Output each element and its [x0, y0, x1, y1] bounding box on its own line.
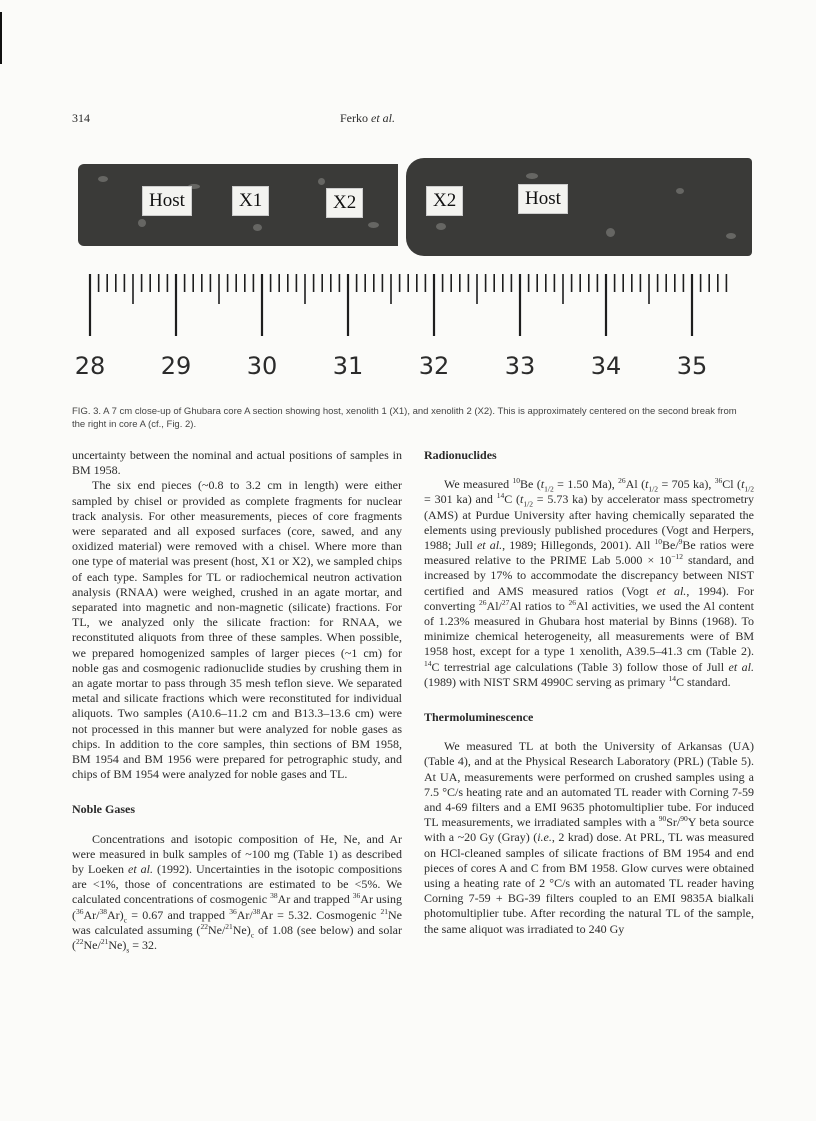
core-photo: [76, 158, 754, 258]
right-column: [424, 448, 754, 937]
ruler-number: 35: [676, 352, 708, 380]
scale-ruler: [80, 270, 756, 340]
label-host-right: Host: [518, 184, 568, 214]
ruler-ticks: [80, 270, 756, 350]
paragraph-thermoluminescence: We measured TL at both the University of Arkansas (UA) (Table 4), and at the Physical Research Laboratory (PRL) (Table 5). At UA, measurements were performed on crushed samples using a 7.5 °C/s heating rate and an automated TL reader with Corning 7-59 and 4-69 filters and a EMI 9635 photomultiplier tube. For induced TL measurements, we irradiated samples with a $^{90}$Sr/$^{90}$Y beta source with a ~20 Gy (Gray) (i.e., 2 krad) dose. At PRL, TL was measured on HCl-cleaned samples of silicate fractions of BM 1954 and end pieces of cores A and C from BM 1958. Glow curves were obtained using a heating rate of 2 °C/s with an automated TL reader having Corning 7-59 + BG-39 filters coupled to an EMI 9835A bialkali photomultiplier tube. After recording the natural TL of the sample, the same aliquot was irradiated to 240 Gy: [424, 739, 754, 936]
label-x1: X1: [232, 186, 269, 216]
running-header: [340, 111, 395, 126]
paragraph-radionuclides: We measured $^{10}$Be ($t_{1/2} = 1.50$ Ma), $^{26}$Al ($t_{1/2} = 705$ ka), $^{36}$Cl ($t_{1/2} = 301$ ka) and $^{14}$C ($t_{1/2} = 5.73$ ka) by accelerator mass spectrometry (AMS) at Purdue University after having chemically separated the elements using previously published procedures (Vogt and Herpers, 1988; Jull et al., 1989; Hillegonds, 2001). All $^{10}$Be/$^9$Be ratios were measured relative to the PRIME Lab $5.000 \times 10^{-12}$ standard, and increased by 17% to accommodate the discrepancy between NIST certified and AMS measured ratios (Vogt et al., 1994). For converting $^{26}$Al/$^{27}$Al ratios to $^{26}$Al activities, we used the Al content of 1.23% measured in Ghubara host material by Binns (1968). To minimize chemical heterogeneity, all measurements were of BM 1958 host, except for a type 1 xenolith, A39.5–41.3 cm (Table 2). $^{14}$C terrestrial age calculations (Table 3) follow those of Jull et al. (1989) with NIST SRM 4990C serving as primary $^{14}$C standard.: [424, 476, 755, 689]
header-author: Ferko: [340, 111, 371, 125]
ruler-number: 33: [504, 352, 536, 380]
ruler-number: 31: [332, 352, 364, 380]
label-host-left: Host: [142, 186, 192, 216]
label-x2-right: X2: [426, 186, 463, 216]
paragraph-continuation: uncertainty between the nominal and actual positions of samples in BM 1958.: [72, 448, 402, 478]
paragraph-sampling: The six end pieces (~0.8 to 3.2 cm in length) were either sampled by chisel or provided as complete fragments for nuclear track analysis. For other measurements, pieces of core fragments were separated and all exposed surfaces (core, sawed, and any oxidized material) were removed with a chisel. Where more than one type of material was present (host, X1 or X2), we sampled chips of each type. Samples for TL or radiochemical neutron activation analysis (RNAA) were weighed, crushed in an agate mortar, and separated into magnetic and non-magnetic (silicate) fractions. For TL, we analyzed only the silicate fraction: for RNAA, we reconstituted aliquots from three of these samples. When possible, we prepared homogenized samples of larger pieces (~1 cm) for noble gas and cosmogenic radionuclide studies by crushing them in an agate mortar to pass through 35 mesh teflon sieve. We separated metal and silicate fractions which were reconstituted for individual aliquots. Two samples (A10.6–11.2 cm and B13.3–13.6 cm) were not processed in this manner but were analyzed for noble gases as chips. In addition to the core samples, thin sections of BM 1958, BM 1954 and BM 1956 were prepared for petrographic study, and chips of BM 1954 were analyzed for noble gases and TL.: [72, 478, 402, 782]
ruler-number: 30: [246, 352, 278, 380]
ruler-number: 34: [590, 352, 622, 380]
heading-thermoluminescence: Thermoluminescence: [424, 710, 534, 725]
paragraph-noble-gases: Concentrations and isotopic composition of He, Ne, and Ar were measured in bulk samples of ~100 mg (Table 1) as described by Loeken et al. (1992). Uncertainties in the isotopic compositions are <1%, those of concentrations are estimated to be <5%. We calculated concentrations of cosmogenic $^{38}$Ar and trapped $^{36}$Ar using $(^{36}Ar/^{38}Ar)_c = 0.67$ and trapped $^{36}$Ar/$^{38}$Ar = 5.32. Cosmogenic $^{21}$Ne was calculated assuming $(^{22}Ne/^{21}Ne)_c$ of 1.08 (see below) and solar $(^{22}Ne/^{21}Ne)_s = 32$.: [72, 831, 403, 955]
ruler-number: 29: [160, 352, 192, 380]
heading-radionuclides: Radionuclides: [424, 448, 497, 462]
heading-noble-gases: Noble Gases: [72, 802, 135, 817]
left-column: [72, 448, 402, 953]
ruler-number: 32: [418, 352, 450, 380]
label-x2-left: X2: [326, 188, 363, 218]
header-et-al: et al.: [371, 111, 395, 125]
ruler-number: 28: [74, 352, 106, 380]
figure-caption: FIG. 3. A 7 cm close-up of Ghubara core A section showing host, xenolith 1 (X1), and xenolith 2 (X2). This is approximately centered on the second break from the right in core A (cf., Fig. 2).: [72, 406, 737, 430]
page-number: 314: [72, 111, 90, 125]
margin-bar: [0, 12, 2, 64]
